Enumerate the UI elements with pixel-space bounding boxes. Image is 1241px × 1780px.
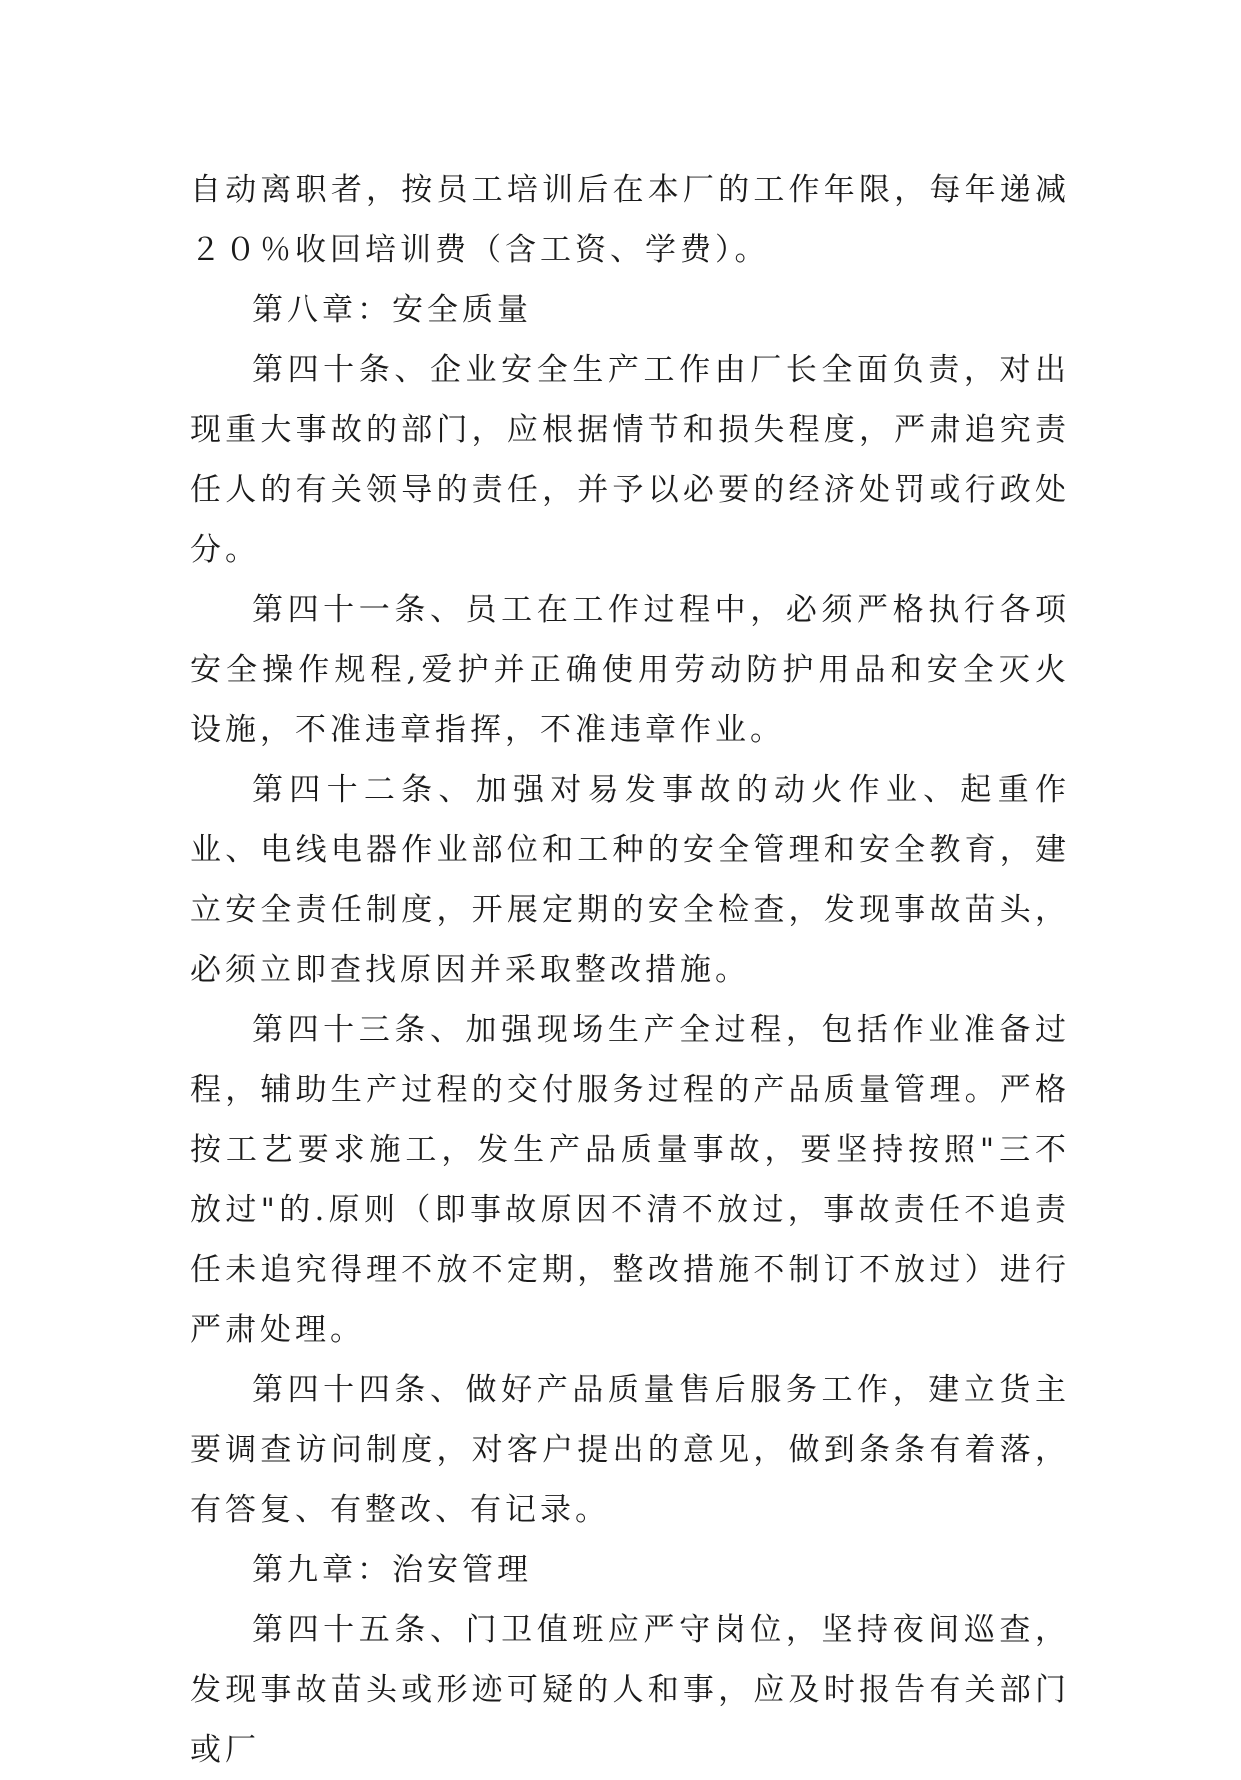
article-41: 第四十一条、员工在工作过程中，必须严格执行各项安全操作规程,爱护并正确使用劳动防护用品和安全灭火设施，不准违章指挥，不准违章作业。 [190,592,1070,748]
paragraph-continuation: 自动离职者，按员工培训后在本厂的工作年限，每年递减２０％收回培训费（含工资、学费）。 [190,172,1070,268]
article-45: 第四十五条、门卫值班应严守岗位，坚持夜间巡查，发现事故苗头或形迹可疑的人和事，应及时报告有关部门或厂 [190,1612,1070,1768]
article-44: 第四十四条、做好产品质量售后服务工作，建立货主要调查访问制度，对客户提出的意见，做到条条有着落，有答复、有整改、有记录。 [190,1372,1070,1528]
document-body [190,160,1070,1780]
article-42: 第四十二条、加强对易发事故的动火作业、起重作业、电线电器作业部位和工种的安全管理和安全教育，建立安全责任制度，开展定期的安全检查，发现事故苗头，必须立即查找原因并采取整改措施。 [190,772,1070,988]
chapter-heading-8: 第八章：安全质量 [252,292,532,328]
article-43: 第四十三条、加强现场生产全过程，包括作业准备过程，辅助生产过程的交付服务过程的产品质量管理。严格按工艺要求施工，发生产品质量事故，要坚持按照"三不放过"的.原则（即事故原因不清不放过，事故责任不追责任未追究得理不放不定期，整改措施不制订不放过）进行严肃处理。 [190,1012,1070,1348]
chapter-heading-9: 第九章：治安管理 [252,1552,532,1588]
article-40: 第四十条、企业安全生产工作由厂长全面负责，对出现重大事故的部门，应根据情节和损失程度，严肃追究责任人的有关领导的责任，并予以必要的经济处罚或行政处分。 [190,352,1070,568]
